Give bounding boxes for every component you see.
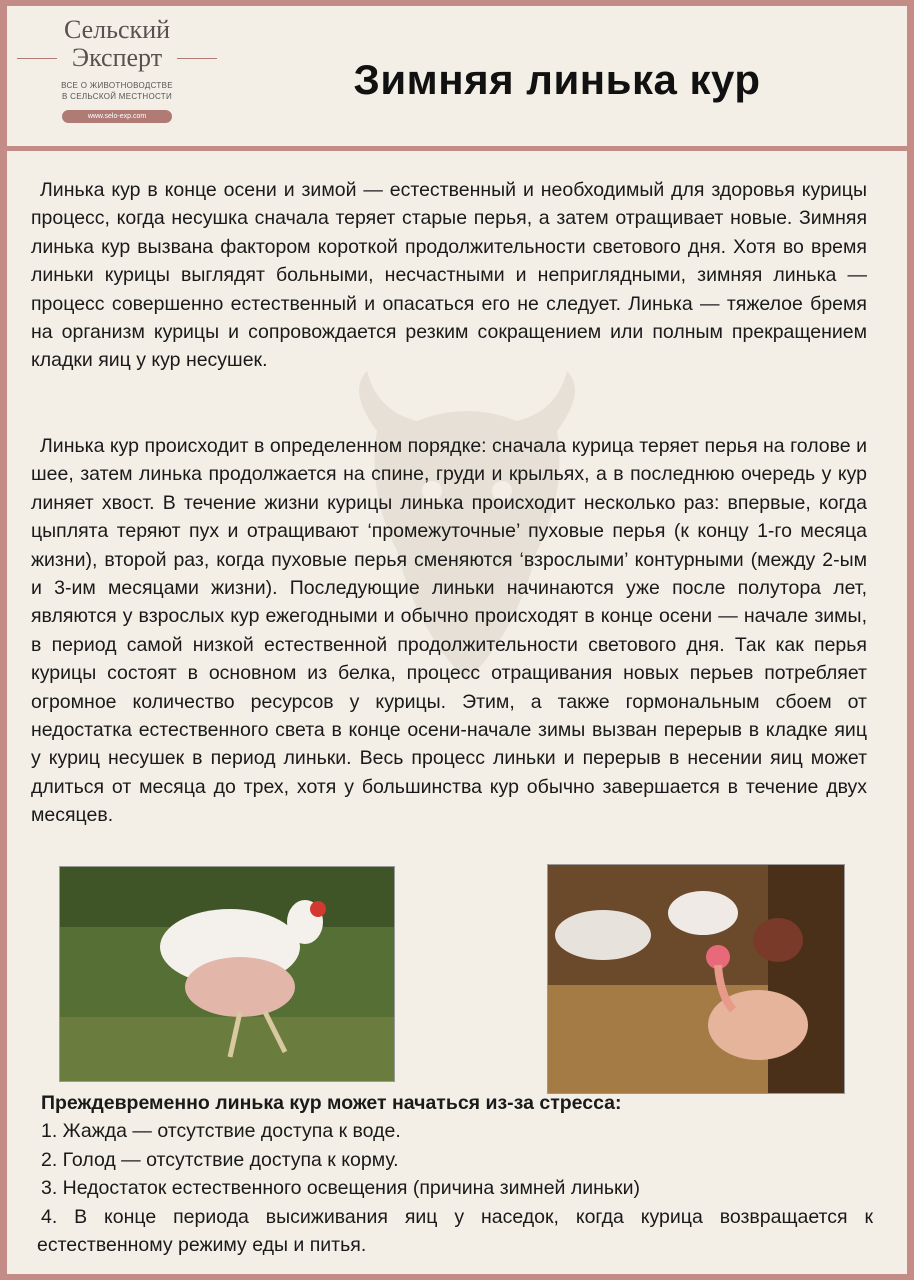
header: [7, 6, 907, 151]
logo-url-badge[interactable]: www.selo-exp.com: [62, 110, 172, 123]
paragraph-molting-order: Линька кур происходит в определенном порядке: сначала курица теряет перья на голове и шее, затем линька продолжается на спине, груди и крыльях, а в последнюю очередь у кур линяет хвост. В течение жизни курицы линька происходит несколько раз: впервые, когда цыплята теряют пух и отращивают ‘промежуточные’ пуховые перья (к концу 1-го месяца жизни), второй раз, когда пуховые перья сменяются ‘взрослыми’ контурными (между 2-ым и 3-им месяцами жизни). Последующие линьки начинаются уже после полутора лет, являются у взрослых кур ежегодными и обычно происходят в конце осени — начале зимы, в период самой низкой естественной продолжительности светового дня. Так как перья курицы состоят в основном из белка, процесс отращивания новых перьев потребляет огромное количество ресурсов у курицы. Этим, а также гормональным сбоем от недостатка естественного света в конце осени-начале зимы вызван перерыв в кладке яиц у куриц несушек в период линьки. Весь процесс линьки и перерыв в несении яиц может длиться от месяца до трех, хотя у большинства кур обычно завершается в течение двух месяцев.: [31, 435, 867, 827]
site-logo[interactable]: [17, 14, 217, 142]
logo-line2-row: [17, 44, 217, 72]
logo-text-line2: Эксперт: [71, 43, 163, 72]
logo-rule-right: [177, 58, 217, 59]
logo-text-line1: Сельский: [63, 15, 171, 44]
infographic-page: [7, 6, 907, 1274]
list-heading: Преждевременно линька кур может начаться из-за стресса:: [41, 1092, 622, 1114]
list-item: 2. Голод — отсутствие доступа к корму.: [41, 1148, 399, 1171]
logo-rule-left: [17, 58, 57, 59]
list-item: 3. Недостаток естественного освещения (причина зимней линьки): [41, 1177, 640, 1200]
page-title: Зимняя линька кур: [353, 56, 761, 103]
molting-chickens-coop-photo: [547, 864, 845, 1094]
molting-hen-photo: [59, 866, 395, 1082]
stress-causes-list: [37, 1089, 873, 1259]
paragraph-intro: Линька кур в конце осени и зимой — естественный и необходимый для здоровья курицы процесс, когда несушка сначала теряет старые перья, а затем отращивает новые. Зимняя линька кур вызвана фактором короткой продолжительности светового дня. Хотя во время линьки курицы выглядят больными, несчастными и неприглядными, зимняя линька — процесс совершенно естественный и опасаться его не следует. Линька — тяжелое бремя на организм курицы и сопровождается резким сокращением или полным прекращением кладки яиц у кур несушек.: [31, 179, 867, 372]
logo-tagline: [17, 80, 217, 102]
coop-chickens-illustration: [548, 865, 844, 1093]
article-body: [7, 151, 907, 1274]
molting-hen-illustration: [60, 867, 394, 1081]
logo-tagline-line2: В СЕЛЬСКОЙ МЕСТНОСТИ: [61, 92, 173, 101]
list-item-text: 4. В конце периода высиживания яиц у наседок, когда курица возвращается к естественному режиму еды и питья.: [37, 1205, 873, 1257]
list-item: [37, 1203, 873, 1260]
logo-tagline-line1: ВСЕ О ЖИВОТНОВОДСТВЕ: [61, 81, 173, 90]
list-item: 1. Жажда — отсутствие доступа к воде.: [41, 1120, 401, 1143]
